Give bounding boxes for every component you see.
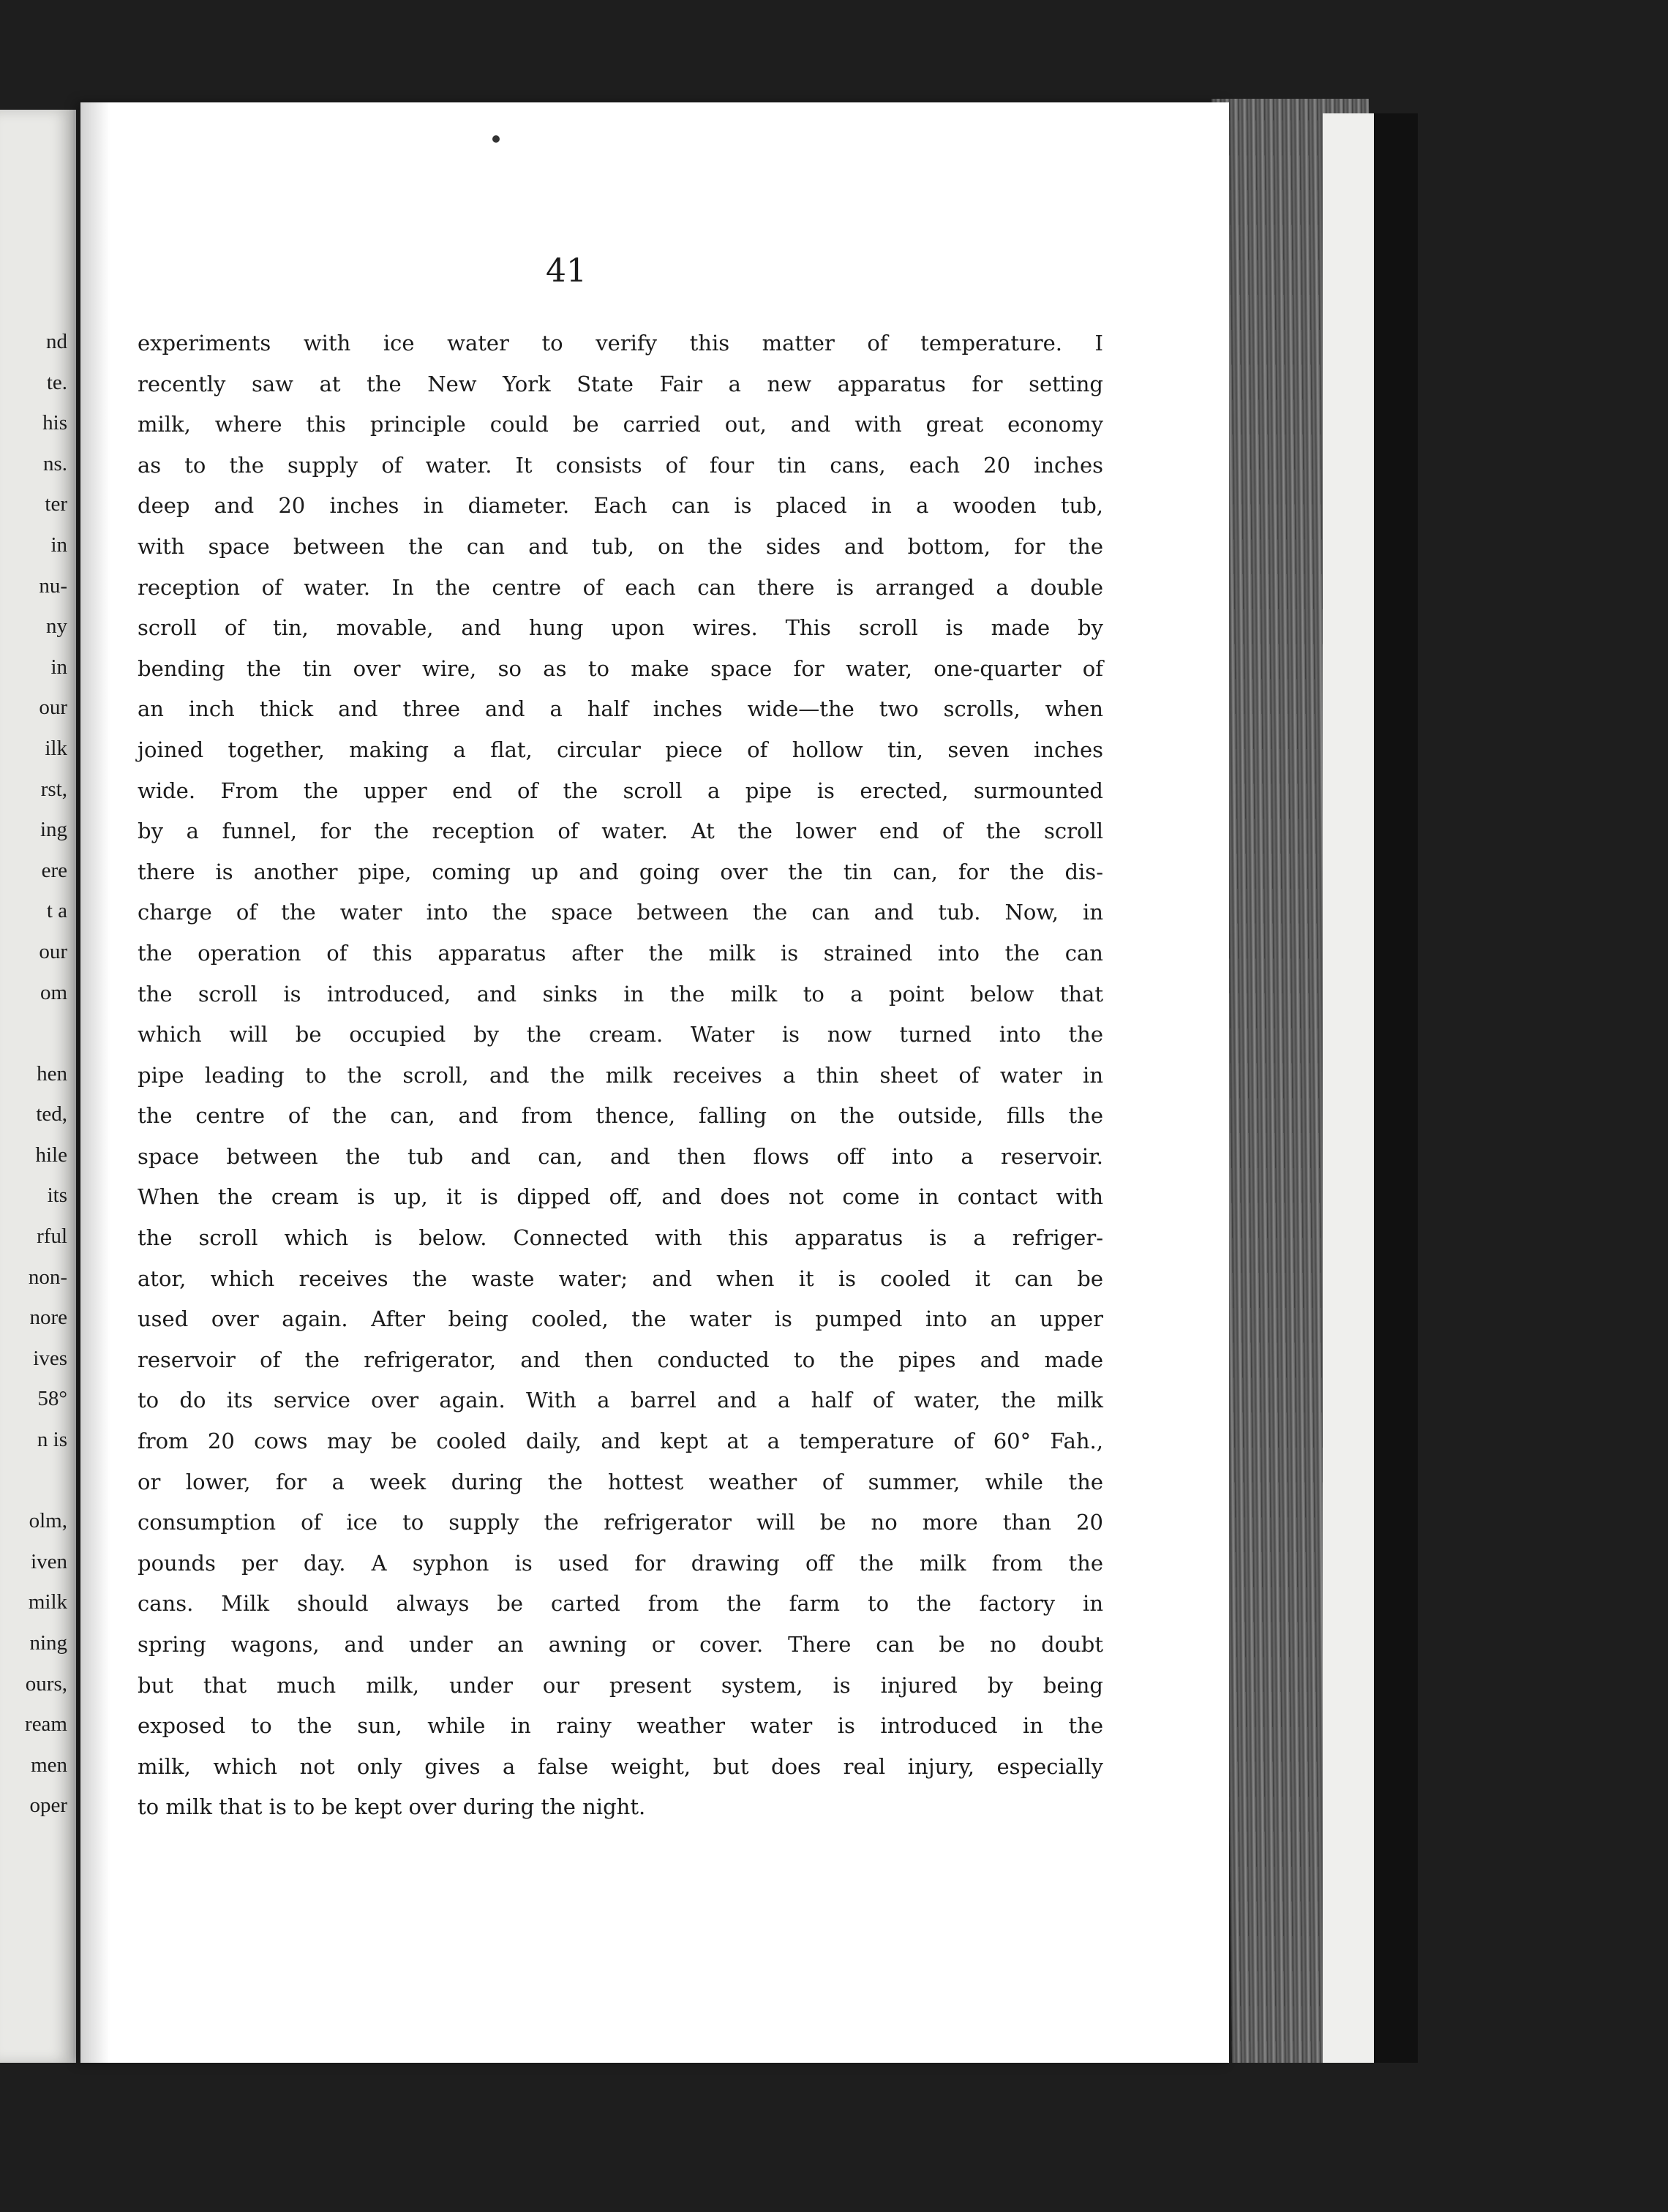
facing-page-line: om (40, 980, 67, 1004)
text-line: joined together, making a flat, circular piece of hollow tin, seven inches (138, 737, 1103, 762)
text-line: space between the tub and can, and then flows off into a reservoir. (138, 1143, 1103, 1169)
text-line: consumption of ice to supply the refrigerator will be no more than 20 (138, 1510, 1103, 1535)
text-line: with space between the can and tub, on the sides and bottom, for the (138, 533, 1103, 559)
facing-page-line: ted, (36, 1102, 67, 1126)
text-line: an inch thick and three and a half inches wide—the two scrolls, when (138, 696, 1103, 722)
text-line: wide. From the upper end of the scroll a pipe is erected, surmounted (138, 778, 1103, 803)
background-shadow (1374, 113, 1418, 2063)
text-line: used over again. After being cooled, the water is pumped into an upper (138, 1306, 1103, 1332)
text-line: pipe leading to the scroll, and the milk receives a thin sheet of water in (138, 1062, 1103, 1088)
facing-page-line (25, 1461, 67, 1502)
facing-page-line: his (42, 411, 67, 435)
facing-page-line: nd (46, 330, 67, 353)
text-line: the scroll is introduced, and sinks in the milk to a point below that (138, 981, 1103, 1007)
facing-page-line: olm, (29, 1509, 67, 1533)
back-cover-edge (1323, 113, 1374, 2063)
facing-page-line: milk (28, 1590, 67, 1614)
text-line: to milk that is to be kept over during the night. (138, 1794, 646, 1820)
text-line: but that much milk, under our present system, is injured by being (138, 1672, 1103, 1698)
text-line: reception of water. In the centre of each can there is arranged a double (138, 574, 1103, 600)
facing-page-line: nu- (39, 573, 67, 598)
text-line: scroll of tin, movable, and hung upon wires. This scroll is made by (138, 615, 1103, 641)
text-line: milk, where this principle could be carried out, and with great economy (138, 412, 1103, 437)
facing-page-line (25, 1013, 67, 1054)
text-line: the scroll which is below. Connected with this apparatus is a refriger- (138, 1225, 1103, 1251)
facing-page-line: rful (37, 1224, 67, 1249)
facing-page-line: oper (29, 1794, 67, 1818)
facing-page-line: hen (37, 1061, 67, 1086)
text-line: deep and 20 inches in diameter. Each can is placed in a wooden tub, (138, 493, 1103, 519)
facing-page-line: ing (40, 818, 67, 842)
facing-page-text (25, 322, 67, 1827)
facing-page-line: ere (41, 858, 67, 882)
facing-page-line: men (31, 1753, 67, 1777)
text-line: cans. Milk should always be carted from the farm to the factory in (138, 1591, 1103, 1617)
text-line: bending the tin over wire, so as to make space for water, one-quarter of (138, 655, 1103, 681)
facing-page-line: ream (25, 1712, 67, 1737)
text-line: which will be occupied by the cream. Water is now turned into the (138, 1022, 1103, 1047)
facing-page-line: ter (45, 492, 67, 516)
book-page (80, 102, 1229, 2063)
page-number: 41 (546, 252, 587, 290)
text-line: by a funnel, for the reception of water. At the lower end of the scroll (138, 819, 1103, 844)
text-line: charge of the water into the space between the can and tub. Now, in (138, 900, 1103, 925)
text-line: ator, which receives the waste water; and when it is cooled it can be (138, 1265, 1103, 1291)
text-line: the operation of this apparatus after the milk is strained into the can (138, 940, 1103, 966)
facing-page-line: 58° (37, 1387, 67, 1411)
text-line: pounds per day. A syphon is used for drawing off the milk from the (138, 1550, 1103, 1576)
text-line: or lower, for a week during the hottest weather of summer, while the (138, 1469, 1103, 1494)
ink-speck (492, 135, 500, 143)
facing-page-line: t a (46, 899, 67, 923)
facing-page-line: non- (28, 1265, 67, 1289)
facing-page-line: ny (46, 614, 67, 639)
facing-page-line: n is (37, 1428, 67, 1452)
facing-page (0, 110, 76, 2063)
facing-page-line: iven (31, 1549, 67, 1573)
text-line: When the cream is up, it is dipped off, and does not come in contact with (138, 1184, 1103, 1210)
text-line: reservoir of the refrigerator, and then conducted to the pipes and made (138, 1347, 1103, 1372)
facing-page-line: our (39, 939, 67, 963)
facing-page-line: our (39, 696, 67, 720)
text-line: recently saw at the New York State Fair a new apparatus for setting (138, 371, 1103, 396)
facing-page-line: in (50, 533, 67, 557)
facing-page-line: hile (35, 1143, 67, 1167)
facing-page-line: in (50, 655, 67, 679)
text-line: there is another pipe, coming up and going over the tin can, for the dis- (138, 859, 1103, 884)
text-line: from 20 cows may be cooled daily, and kept at a temperature of 60° Fah., (138, 1429, 1103, 1454)
facing-page-line: te. (46, 370, 67, 394)
text-line: the centre of the can, and from thence, falling on the outside, fills the (138, 1103, 1103, 1129)
facing-page-line: ns. (42, 451, 67, 475)
text-line: to do its service over again. With a barrel and a half of water, the milk (138, 1388, 1103, 1413)
text-line: exposed to the sun, while in rainy weather water is introduced in the (138, 1713, 1103, 1739)
facing-page-line: rst, (40, 777, 67, 801)
facing-page-line: nore (29, 1306, 67, 1330)
body-text (138, 323, 1103, 1828)
facing-page-line: ours, (25, 1671, 67, 1696)
text-line: experiments with ice water to verify this matter of temperature. I (138, 331, 1103, 356)
facing-page-line: its (47, 1184, 67, 1208)
text-line: spring wagons, and under an awning or cover. There can be no doubt (138, 1632, 1103, 1657)
facing-page-line: ning (29, 1631, 67, 1655)
facing-page-line: ives (33, 1346, 67, 1370)
text-line: milk, which not only gives a false weight, but does real injury, especially (138, 1753, 1103, 1779)
text-line: as to the supply of water. It consists of four tin cans, each 20 inches (138, 452, 1103, 478)
facing-page-line: ilk (45, 736, 67, 760)
